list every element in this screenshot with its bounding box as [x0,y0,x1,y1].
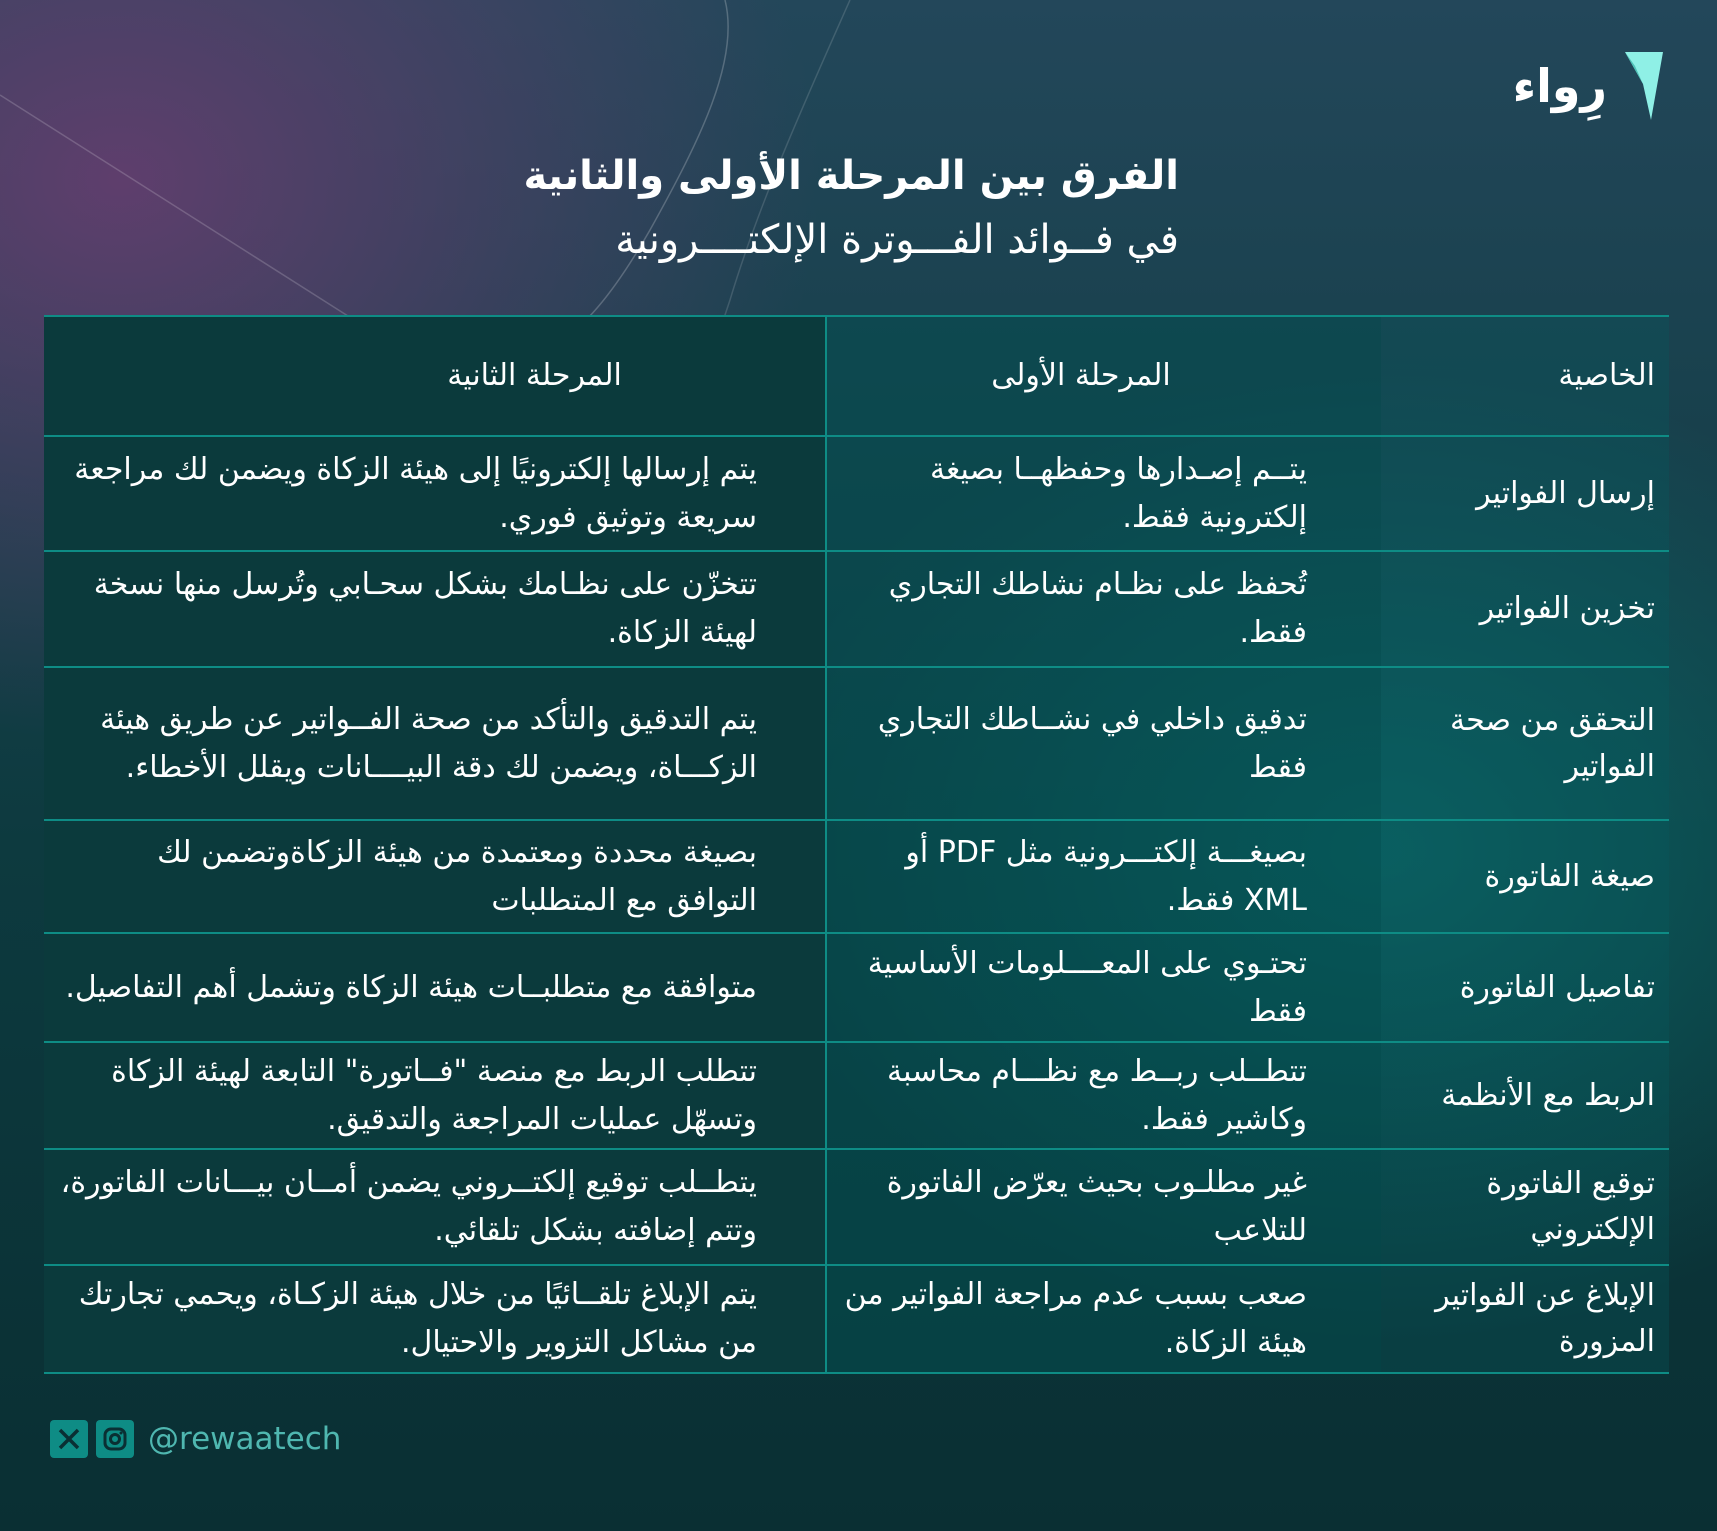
row-phase2: بصيغة محددة ومعتمدة من هيئة الزكاةوتضمن لك التوافق مع المتطلبات [44,820,826,933]
row-phase2: تتطلب الربط مع منصة "فــاتورة" التابعة لهيئة الزكاة وتسهّل عمليات المراجعة والتدقيق. [44,1042,826,1149]
table-row [44,820,1669,933]
brand-logo [1513,48,1667,124]
row-phase1: تُحفظ على نظـام نشاطك التجاري فقط. [826,551,1381,667]
page-title [279,146,1179,270]
row-phase2: متوافقة مع متطلبــات هيئة الزكاة وتشمل أهم التفاصيل. [44,933,826,1042]
instagram-icon[interactable] [96,1420,134,1458]
table-row [44,1042,1669,1149]
row-phase2: يتم التدقيق والتأكد من صحة الفــواتير عن طريق هيئة الزكـــاة، ويضمن لك دقة البيــــانات ويقلل الأخطاء. [44,667,826,820]
row-phase1: تتطــلب ربــط مع نظـــام محاسبة وكاشير فقط. [826,1042,1381,1149]
row-feature: الربط مع الأنظمة [1381,1042,1669,1149]
row-feature: تخزين الفواتير [1381,551,1669,667]
row-phase1: تدقيق داخلي في نشــاطك التجاري فقط [826,667,1381,820]
x-icon[interactable] [50,1420,88,1458]
row-phase2: يتم الإبلاغ تلقــائيًا من خلال هيئة الزكـاة، ويحمي تجارتك من مشاكل التزوير والاحتيال. [44,1265,826,1373]
comparison-table [44,315,1669,1374]
header-phase1: المرحلة الأولى [826,316,1381,436]
row-phase2: يتطــلب توقيع إلكتــروني يضمن أمــان بيـــانات الفاتورة، وتتم إضافته بشكل تلقائي. [44,1149,826,1265]
row-feature: إرسال الفواتير [1381,436,1669,551]
social-footer [50,1420,341,1458]
row-phase2: تتخزّن على نظـامك بشكل سحـابي وتُرسل منها نسخة لهيئة الزكاة. [44,551,826,667]
table-row [44,933,1669,1042]
header-feature: الخاصية [1381,316,1669,436]
table-row [44,436,1669,551]
logo-mark-icon [1621,48,1667,124]
header-phase2: المرحلة الثانية [44,316,826,436]
row-feature: تفاصيل الفاتورة [1381,933,1669,1042]
row-phase1: بصيغـــة إلكتـــرونية مثل PDF أو XML فقط. [826,820,1381,933]
row-phase1: غير مطلـوب بحيث يعرّض الفاتورة للتلاعب [826,1149,1381,1265]
row-feature: التحقق من صحة الفواتير [1381,667,1669,820]
title-line-2: في فــوائد الفـــوترة الإلكتــــرونية [615,217,1179,263]
table-row [44,551,1669,667]
table-row [44,1265,1669,1373]
row-phase1: تحتـوي على المعــــلومات الأساسية فقط [826,933,1381,1042]
table-row [44,667,1669,820]
row-phase2: يتم إرسالها إلكترونيًا إلى هيئة الزكاة ويضمن لك مراجعة سريعة وتوثيق فوري. [44,436,826,551]
row-feature: توقيع الفاتورة الإلكتروني [1381,1149,1669,1265]
row-phase1: يتــم إصـدارها وحفظهــا بصيغة إلكترونية فقط. [826,436,1381,551]
table-row [44,1149,1669,1265]
row-feature: الإبلاغ عن الفواتير المزورة [1381,1265,1669,1373]
social-handle[interactable]: @rewaatech [148,1421,342,1457]
logo-text: رِواء [1512,59,1607,113]
table-header-row [44,316,1669,436]
row-phase1: صعب بسبب عدم مراجعة الفواتير من هيئة الزكاة. [826,1265,1381,1373]
row-feature: صيغة الفاتورة [1381,820,1669,933]
title-line-1: الفرق بين المرحلة الأولى والثانية [523,153,1179,199]
